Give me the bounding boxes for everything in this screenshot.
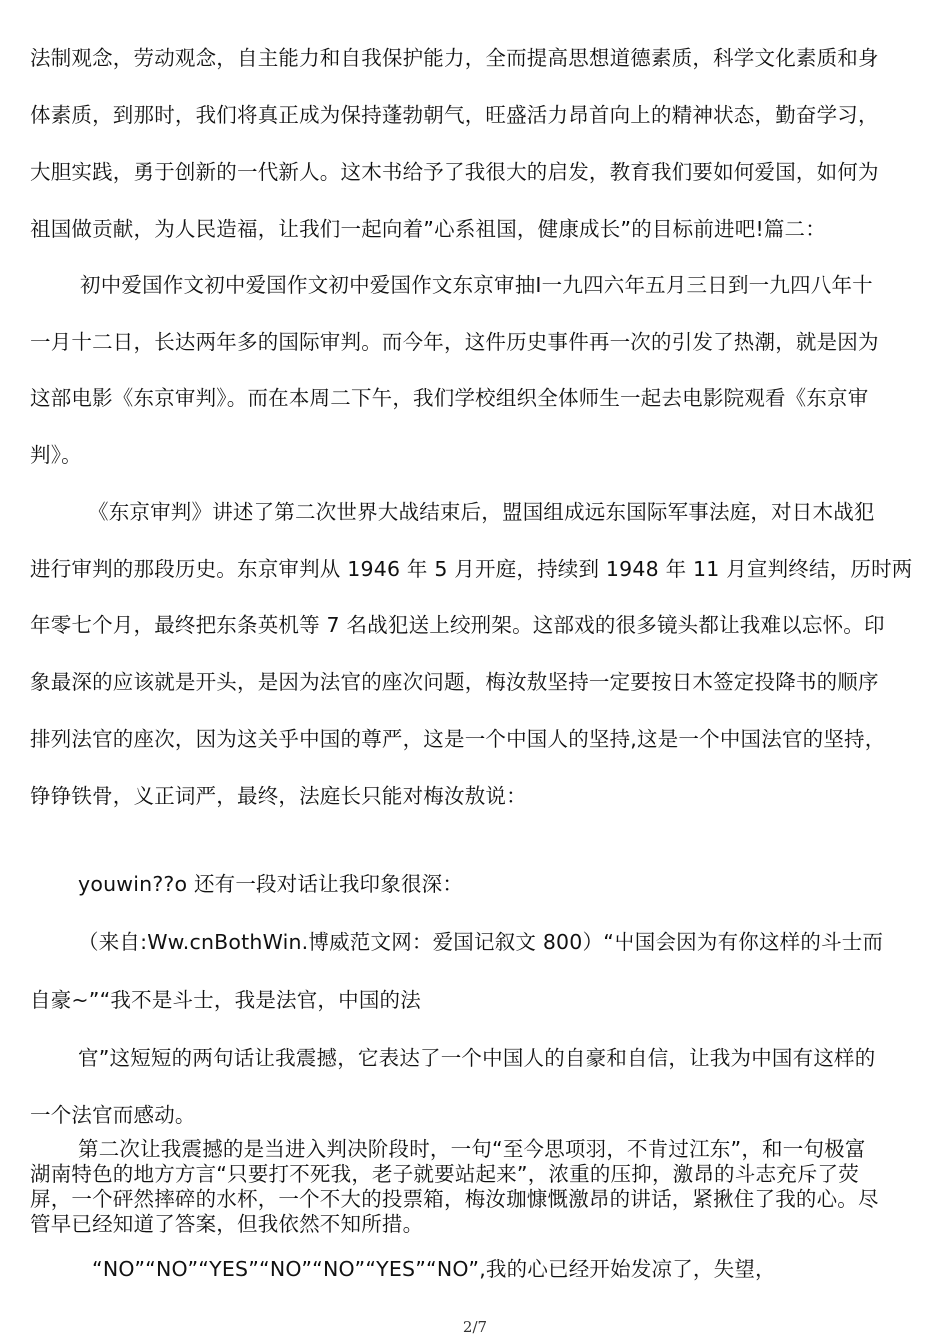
paragraph-line: 《东京审判》讲述了第二次世界大战结束后，盟国组成远东国际军事法庭，对日木战犯 xyxy=(88,500,875,524)
paragraph-line: 大胆实践，勇于创新的一代新人。这木书给予了我很大的启发，教育我们要如何爱国，如何为 xyxy=(30,160,879,184)
paragraph-line: （来自:Ww.cnBothWin.博威范文网：爱国记叙文 800）“屮国会因为有你这样的斗士而 xyxy=(78,930,884,954)
paragraph-line: 屏，一个砰然摔碎的水杯，一个不大的投票箱，梅汝珈慷慨激昂的讲话，紧揪住了我的心。尽 xyxy=(30,1187,879,1211)
paragraph-line: 体素质，到那时，我们将真正成为保持蓬勃朝气，旺盛活力昂首向上的精神状态，勤奋学习， xyxy=(30,103,879,127)
paragraph-line: 这部电影《东京审判》。而在本周二下午，我们学校组织全体师生一起去电影院观看《东京审 xyxy=(30,386,869,410)
paragraph-line: 祖国做贡献，为人民造福，让我们一起向着”心系祖国，健康成长”的目标前进吧!篇二： xyxy=(30,217,826,241)
paragraph-line: 湖南特色的地方方言“只要打不死我，老子就要站起来”，浓重的压抑，激昂的斗志充斥了荧 xyxy=(30,1162,859,1186)
paragraph-line: 象最深的应该就是开头，是因为法官的座次问题，梅汝敖坚持一定要按日木签定投降书的顺序 xyxy=(30,670,879,694)
paragraph-line: 铮铮铁骨，义正词严，最终，法庭长只能对梅汝敖说： xyxy=(30,784,527,808)
paragraph-line: 年零七个月，最终把东条英机等 7 名战犯送上绞刑架。这部戏的很多镜头都让我难以忘怀。印 xyxy=(30,613,885,637)
paragraph-line: 一月十二日，长达两年多的国际审判。而今年，这件历史事件再一次的引发了热潮，就是因为 xyxy=(30,330,879,354)
paragraph-line: 判》。 xyxy=(30,443,82,467)
paragraph-line: 法制观念，劳动观念，自主能力和自我保护能力，全而提高思想道德素质，科学文化素质和身 xyxy=(30,46,879,70)
paragraph-line: “NO”“NO”“YES”“NO”“NO”“YES”“NO”,我的心已经开始发凉了，失望， xyxy=(92,1257,776,1281)
paragraph-line: 管早已经知道了答案，但我依然不知所措。 xyxy=(30,1212,424,1236)
paragraph-line: 初中爱国作文初中爱国作文初中爱国作文东京审抽Ⅰ一九四六年五月三日到一九四八年十 xyxy=(80,273,873,297)
paragraph-line: 进行审判的那段历史。东京审判从 1946 年 5 月开庭，持续到 1948 年 11 月宣判终结，历时两 xyxy=(30,557,913,581)
paragraph-line: 一个法官而感动。 xyxy=(30,1103,196,1127)
page-number: 2/7 xyxy=(462,1318,488,1336)
paragraph-line: 官”这短短的两句话让我震撼，它表达了一个中国人的自豪和自信，让我为中国有这样的 xyxy=(78,1046,876,1070)
paragraph-line: 排列法官的座次，因为这关乎中国的尊严，这是一个中国人的坚持,这是一个中国法官的坚持， xyxy=(30,727,886,751)
paragraph-line: 第二次让我震撼的是当进入判决阶段时，一句“至今思项羽，不肯过江东”，和一句极富 xyxy=(78,1137,866,1161)
paragraph-line: youwin??o 还有一段对话让我印象很深： xyxy=(78,872,464,896)
paragraph-line: 自豪~”“我不是斗士，我是法官，中国的法 xyxy=(30,988,421,1012)
